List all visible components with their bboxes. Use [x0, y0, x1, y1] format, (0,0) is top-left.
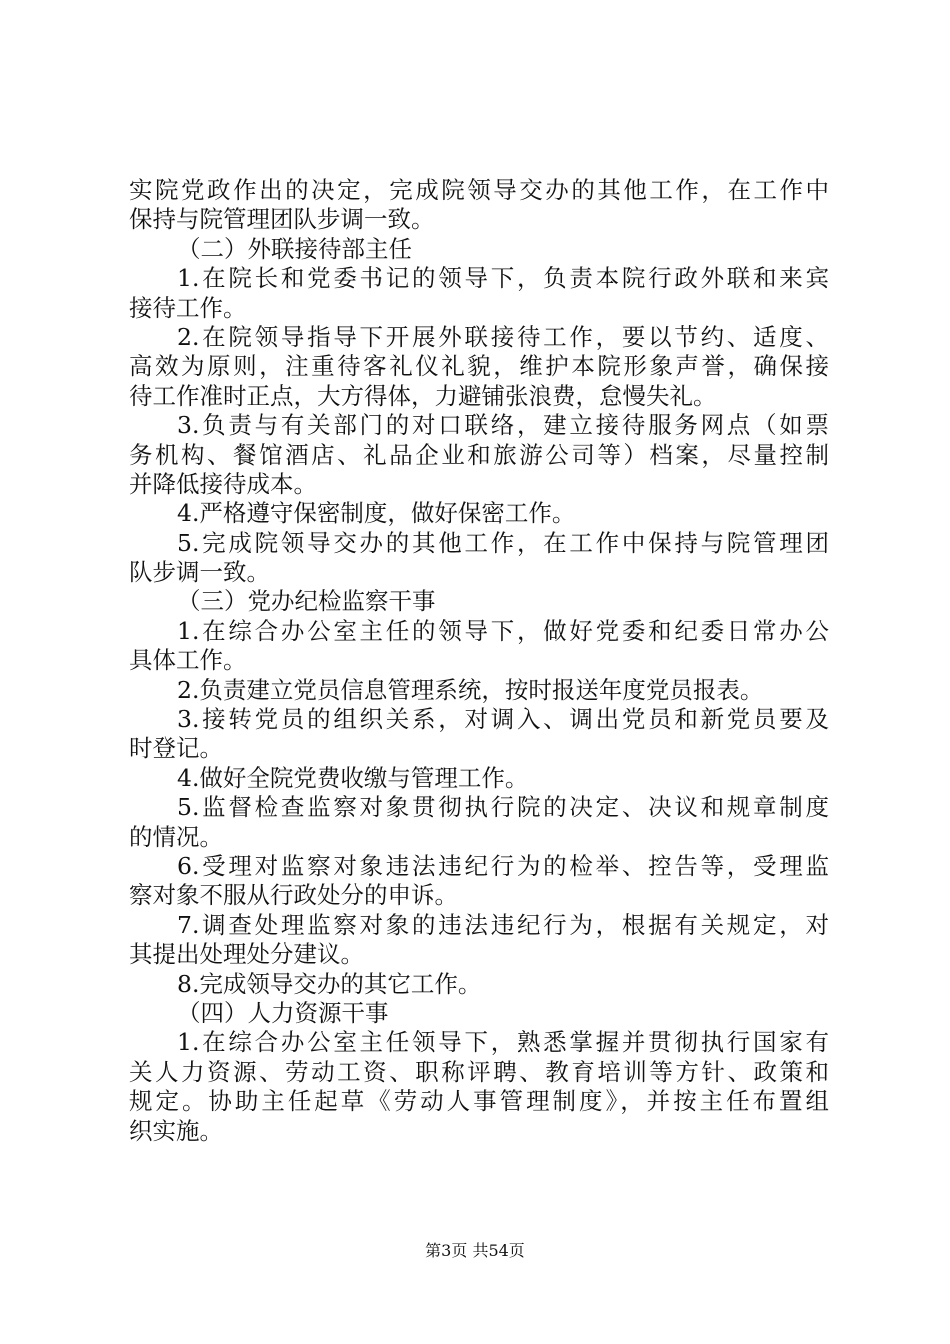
body-line: 高效为原则，注重待客礼仪礼貌，维护本院形象声誉，确保接: [129, 352, 829, 381]
body-line: 察对象不服从行政处分的申诉。: [129, 881, 458, 910]
list-item-line: 7.调查处理监察对象的违法违纪行为，根据有关规定，对: [177, 910, 829, 939]
list-item-line: 8.完成领导交办的其它工作。: [177, 969, 482, 998]
body-line: 规定。协助主任起草《劳动人事管理制度》，并按主任布置组: [129, 1087, 829, 1116]
list-item-line: 4.做好全院党费收缴与管理工作。: [177, 763, 529, 792]
list-item-line: 6.受理对监察对象违法违纪行为的检举、控告等，受理监: [177, 851, 829, 880]
body-line: 待工作准时正点，大方得体，力避铺张浪费，怠慢失礼。: [129, 381, 717, 410]
body-line: 实院党政作出的决定，完成院领导交办的其他工作，在工作中: [129, 176, 829, 204]
list-item-line: 1.在综合办公室主任的领导下，做好党委和纪委日常办公: [177, 616, 829, 645]
body-line: 队步调一致。: [129, 558, 270, 587]
body-line: 的情况。: [129, 822, 223, 851]
section-heading: （四）人力资源干事: [177, 998, 389, 1027]
list-item-line: 5.监督检查监察对象贯彻执行院的决定、决议和规章制度: [177, 793, 829, 822]
body-line: 保持与院管理团队步调一致。: [129, 205, 435, 234]
list-item-line: 3.接转党员的组织关系，对调入、调出党员和新党员要及: [177, 705, 829, 734]
body-line: 接待工作。: [129, 293, 247, 322]
body-line: 务机构、餐馆酒店、礼品企业和旅游公司等）档案，尽量控制: [129, 440, 829, 469]
list-item-line: 1.在综合办公室主任领导下，熟悉掌握并贯彻执行国家有: [177, 1028, 829, 1057]
body-line: 织实施。: [129, 1116, 223, 1145]
body-line: 关人力资源、劳动工资、职称评聘、教育培训等方针、政策和: [129, 1057, 829, 1086]
list-item-line: 2.负责建立党员信息管理系统，按时报送年度党员报表。: [177, 675, 764, 704]
list-item-line: 1.在院长和党委书记的领导下，负责本院行政外联和来宾: [177, 264, 829, 293]
list-item-line: 2.在院领导指导下开展外联接待工作，要以节约、适度、: [177, 322, 829, 351]
document-body: [129, 176, 829, 1146]
section-heading: （二）外联接待部主任: [177, 234, 412, 263]
list-item-line: 5.完成院领导交办的其他工作，在工作中保持与院管理团: [177, 528, 829, 557]
list-item-line: 3.负责与有关部门的对口联络，建立接待服务网点（如票: [177, 411, 829, 440]
body-line: 时登记。: [129, 734, 223, 763]
body-line: 其提出处理处分建议。: [129, 940, 364, 969]
body-line: 并降低接待成本。: [129, 469, 317, 498]
section-heading: （三）党办纪检监察干事: [177, 587, 436, 616]
body-line: 具体工作。: [129, 646, 247, 675]
list-item-line: 4.严格遵守保密制度，做好保密工作。: [177, 499, 576, 528]
page-number-footer: 第3页 共54页: [425, 1241, 525, 1260]
